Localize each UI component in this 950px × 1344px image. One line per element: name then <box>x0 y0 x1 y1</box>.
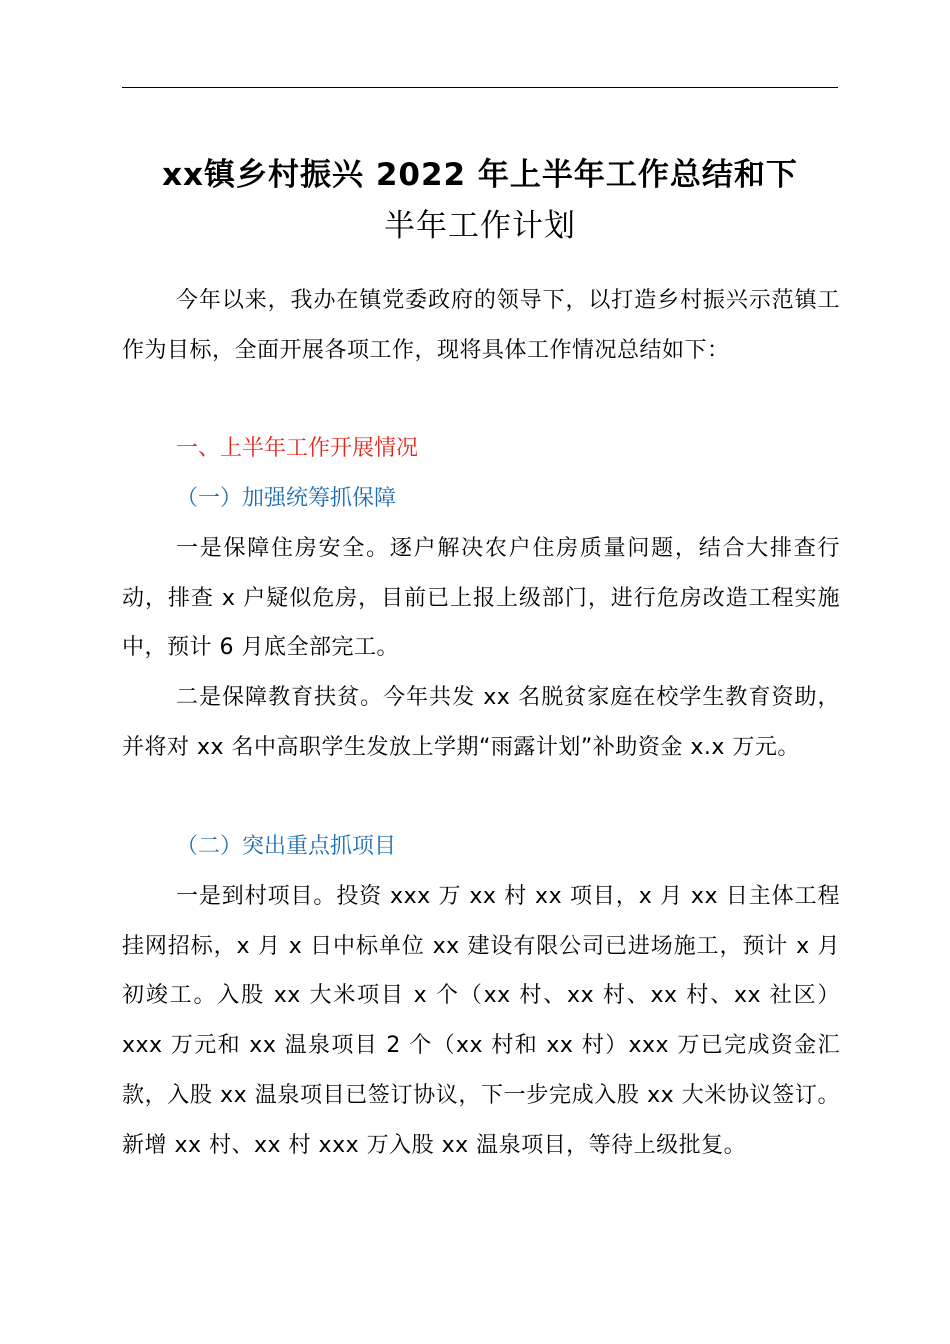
title-line-2: 半年工作计划 <box>384 208 576 244</box>
header-divider <box>122 87 838 88</box>
section-heading: 一、上半年工作开展情况 <box>176 436 419 461</box>
paragraph-housing: 一是保障住房安全。逐户解决农户住房质量问题，结合大排查行动，排查 x 户疑似危房，目前已上报上级部门，进行危房改造工程实施中，预计 6 月底全部完工。 <box>122 536 840 661</box>
title-line-1: xx镇乡村振兴 2022 年上半年工作总结和下 <box>162 157 798 193</box>
document-title <box>100 150 860 252</box>
paragraph-education: 二是保障教育扶贫。今年共发 xx 名脱贫家庭在校学生教育资助，并将对 xx 名中高职学生发放上学期“雨露计划”补助资金 x.x 万元。 <box>122 685 840 760</box>
paragraph-projects: 一是到村项目。投资 xxx 万 xx 村 xx 项目，x 月 xx 日主体工程挂网招标，x 月 x 日中标单位 xx 建设有限公司已进场施工，预计 x 月初竣工。入股 xx 大米项目 x 个（xx 村、xx 村、xx 村、xx 社区）xxx 万元和 xx 温泉项目 2 个（xx 村和 xx 村）xxx 万已完成资金汇款，入股 xx 温泉项目已签订协议，下一步完成入股 xx 大米协议签订。新增 xx 村、xx 村 xxx 万入股 xx 温泉项目，等待上级批复。 <box>122 884 840 1158</box>
intro-paragraph: 今年以来，我办在镇党委政府的领导下，以打造乡村振兴示范镇工作为目标，全面开展各项工作，现将具体工作情况总结如下： <box>122 288 840 363</box>
subsection-heading-1: （一）加强统筹抓保障 <box>176 486 397 511</box>
subsection-heading-2: （二）突出重点抓项目 <box>176 834 397 859</box>
